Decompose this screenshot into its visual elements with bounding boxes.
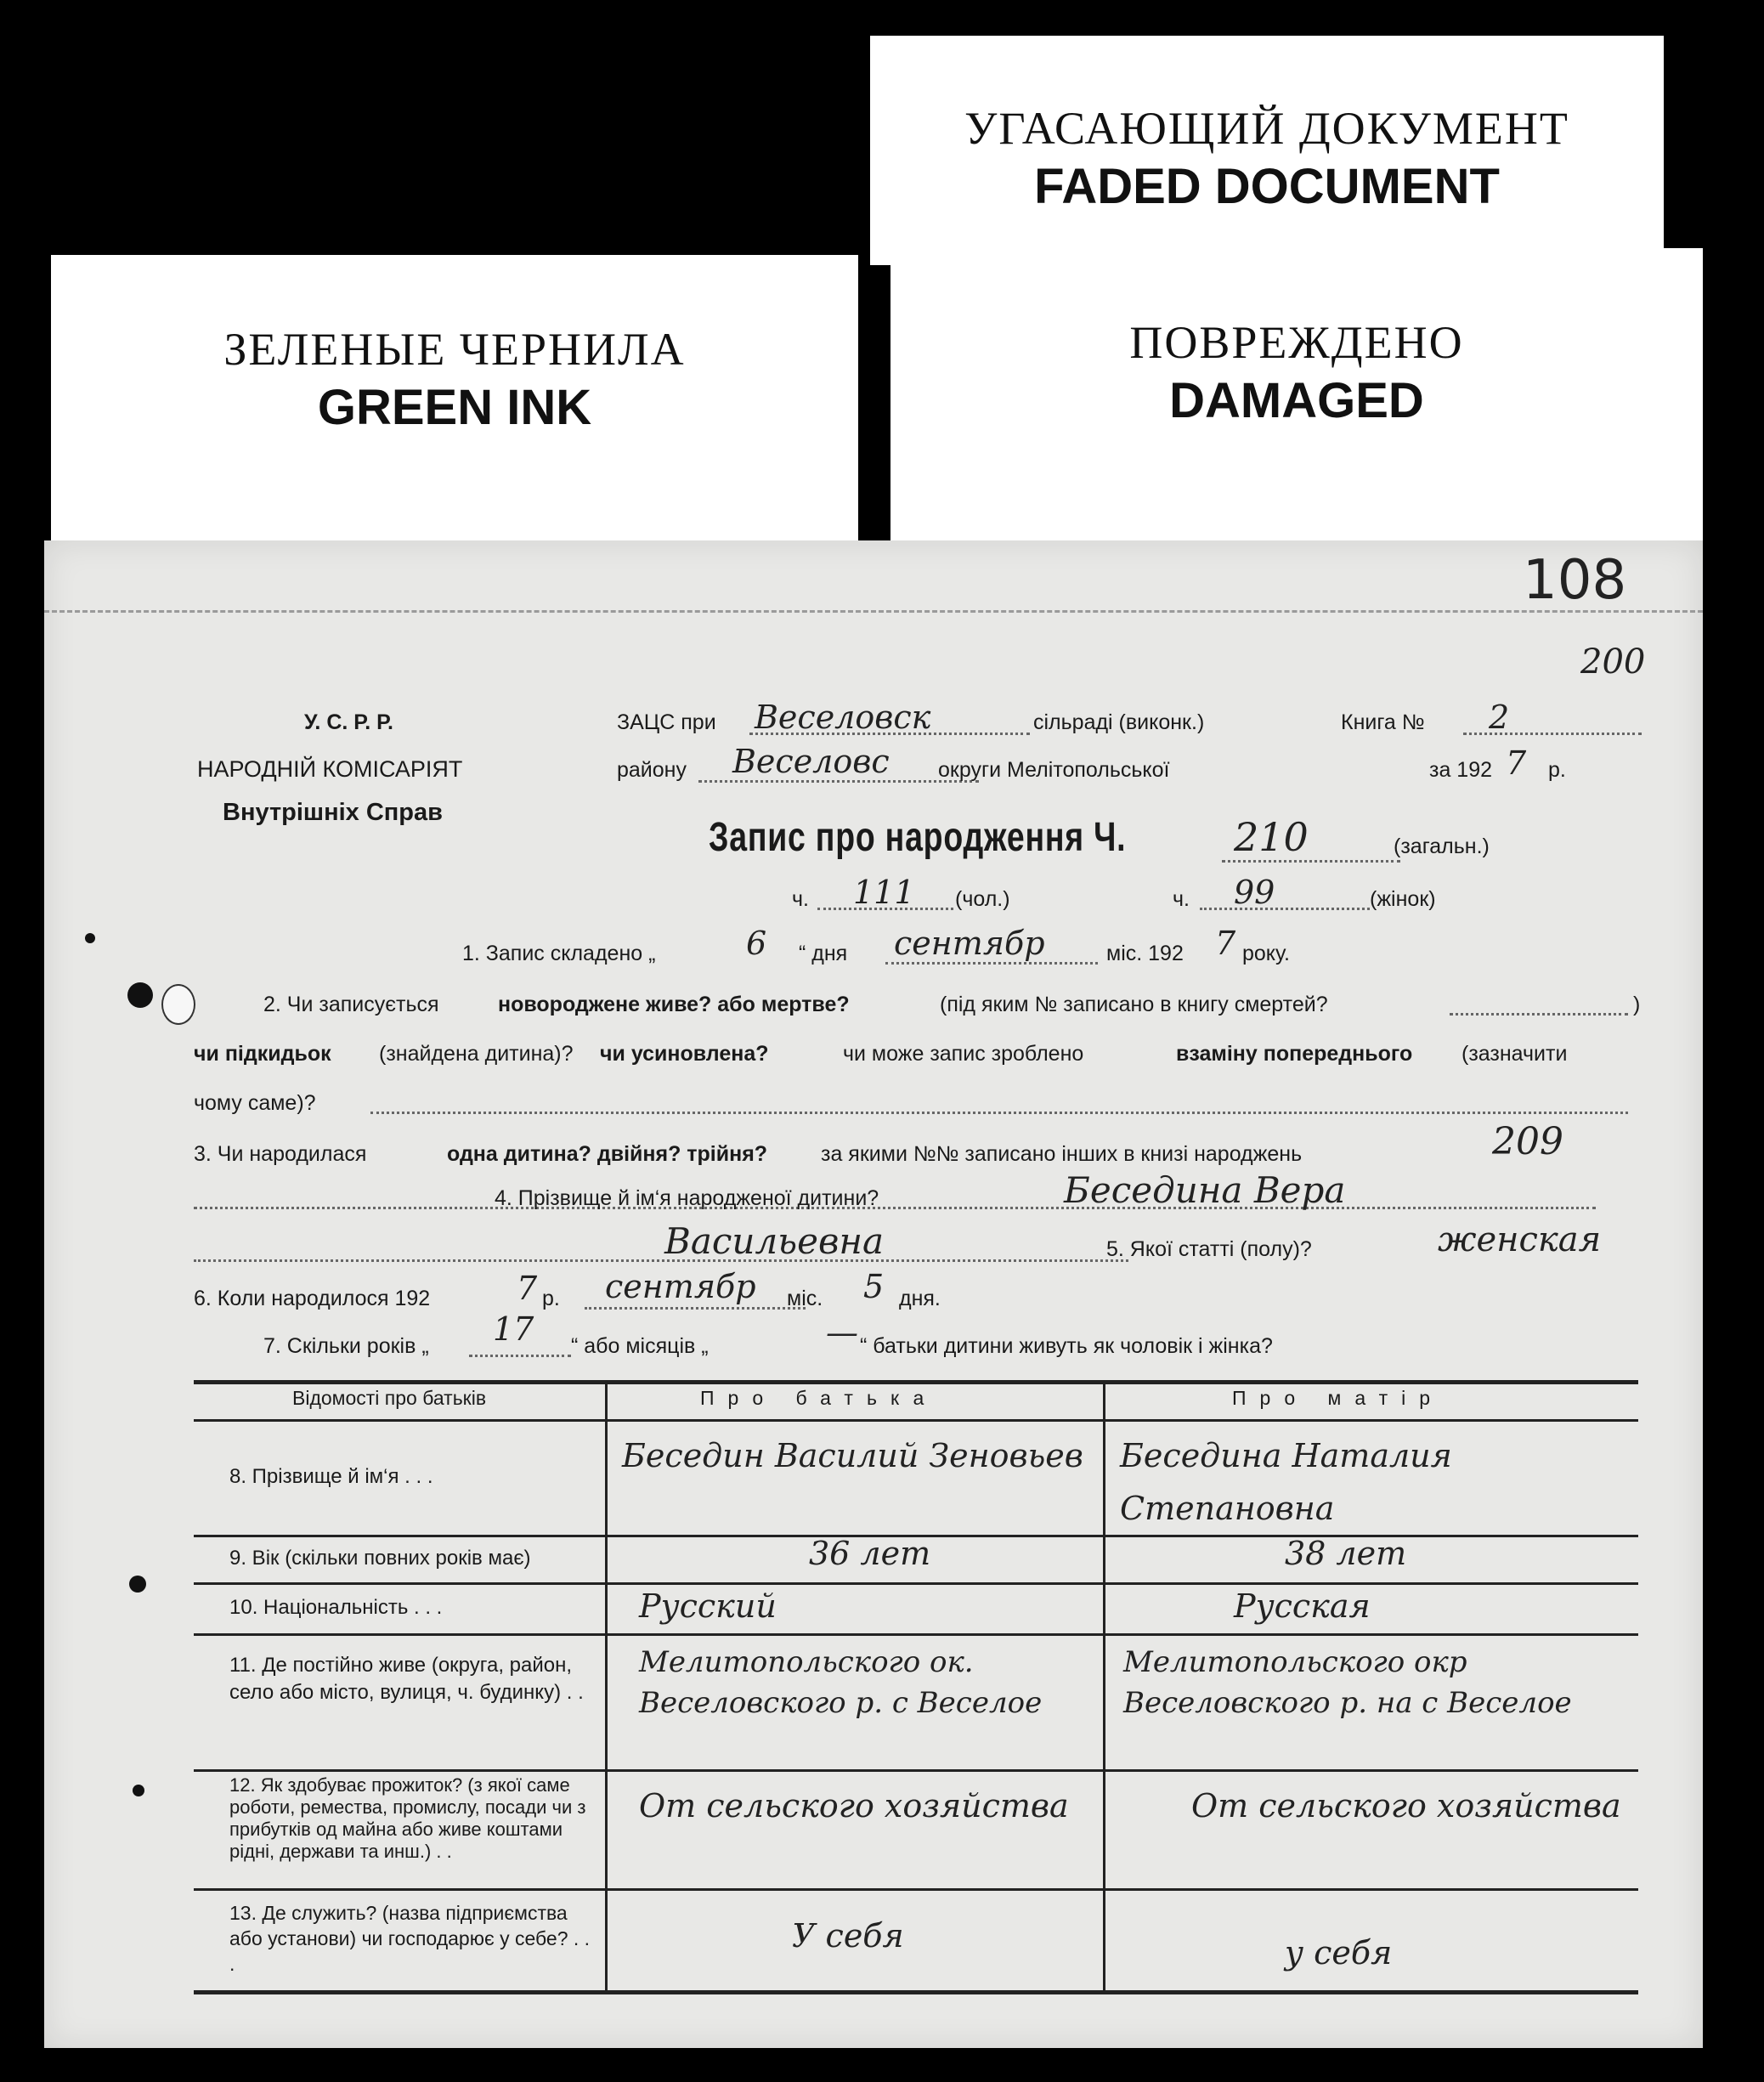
table-divider-2 <box>1103 1380 1105 1992</box>
row-13-mother: у себя <box>1285 1934 1393 1972</box>
row-13-father: У себя <box>792 1917 904 1955</box>
faded-card-en: FADED DOCUMENT <box>1034 159 1500 214</box>
green-card-en: GREEN INK <box>317 380 592 435</box>
chol-value: 111 <box>853 874 915 911</box>
q2-line2-b: (знайдена дитина)? <box>379 1042 574 1066</box>
zacs-dots <box>749 733 1030 735</box>
perforation-line <box>44 610 1703 613</box>
commissariat-label: НАРОДНІЙ КОМІСАРІЯТ <box>197 756 463 782</box>
chol-dots <box>817 908 953 910</box>
row-8-label: 8. Прізвище й ім‘я . . . <box>229 1465 433 1488</box>
row-sep-12 <box>194 1888 1638 1891</box>
rayonu-value: Веселовс <box>732 743 890 780</box>
row-12-label: 12. Як здобуває прожиток? (з якої саме роботи, ремества, промислу, посади чи з прибутків од майна або живе коштами рідні, держави та инш.) . . <box>229 1774 586 1862</box>
rayonu-dots <box>698 780 979 783</box>
q3-c: за якими №№ записано інших в книзі народжень <box>821 1142 1303 1166</box>
q2-line1-a: 2. Чи записується <box>263 993 439 1016</box>
punch-hole <box>163 986 194 1023</box>
q7-label: 7. Скільки років „ <box>263 1334 429 1358</box>
row-10-father: Русский <box>639 1587 777 1625</box>
q1-day: 6 <box>746 925 767 962</box>
q2-line1-dots <box>1450 1013 1628 1016</box>
internal-affairs-label: Внутрішніх Справ <box>223 799 443 826</box>
table-header-border <box>194 1419 1638 1422</box>
ink-spot <box>85 933 95 943</box>
q6-r: р. <box>542 1287 560 1310</box>
year-suffix: р. <box>1548 758 1566 782</box>
row-10-label: 10. Національність . . . <box>229 1596 443 1619</box>
q4-dots <box>194 1259 1128 1262</box>
silradi-label: сільраді (виконк.) <box>1033 710 1205 734</box>
row-11-mother: Мелитопольского окр Веселовского р. на с Веселое <box>1123 1645 1572 1720</box>
q4-label: 4. Прізвище й ім‘я народженої дитини? <box>495 1186 879 1210</box>
ink-spot <box>133 1785 144 1796</box>
zhinok-prefix: ч. <box>1173 887 1190 911</box>
zhinok-dots <box>1200 908 1370 910</box>
q1-month-dots <box>885 962 1098 965</box>
green-ink-card <box>51 255 858 561</box>
q2-line2-c: чи усиновлена? <box>600 1042 769 1066</box>
q3-value: 209 <box>1492 1120 1563 1163</box>
row-9-mother: 38 лет <box>1285 1535 1407 1572</box>
zacs-value: Веселовск <box>755 699 931 736</box>
q3-a: 3. Чи народилася <box>194 1142 367 1166</box>
q6-day: 5 <box>863 1268 885 1305</box>
zhinok-label: (жінок) <box>1370 887 1436 911</box>
table-bottom-border <box>194 1990 1638 1994</box>
row-9-label: 9. Вік (скільки повних років має) <box>229 1547 531 1570</box>
year-value: 7 <box>1506 744 1527 782</box>
q4-value1: Беседина Вера <box>1064 1169 1346 1211</box>
table-header-info: Відомості про батьків <box>292 1387 487 1409</box>
year-label: за 192 <box>1429 758 1493 782</box>
q7-years: 17 <box>493 1310 534 1348</box>
ussr-label: У. С. Р. Р. <box>304 710 393 734</box>
damaged-card-ru: ПОВРЕЖДЕНО <box>1129 317 1464 368</box>
q6-month: сентябр <box>605 1268 756 1305</box>
table-header-father: Про батька <box>700 1387 938 1409</box>
row-9-father: 36 лет <box>809 1535 931 1572</box>
q3-dots <box>194 1207 1596 1209</box>
q2-line1-b: новороджене живе? або мертве? <box>498 993 850 1016</box>
row-8-mother: Беседина Наталия Степановна <box>1120 1437 1452 1527</box>
q2-line3-dots <box>370 1112 1628 1114</box>
q4-value2: Васильевна <box>664 1220 885 1262</box>
row-sep-9 <box>194 1582 1638 1585</box>
q1-mis: міс. 192 <box>1106 942 1184 965</box>
damaged-card-en: DAMAGED <box>1169 373 1424 428</box>
kniga-value: 2 <box>1489 699 1510 736</box>
okrugy-label: округи Мелітопольської <box>938 758 1170 782</box>
green-card-ru: ЗЕЛЕНЫЕ ЧЕРНИЛА <box>223 324 686 375</box>
q7-months: — <box>826 1314 858 1351</box>
q1-month: сентябр <box>894 925 1045 962</box>
zagal-label: (загальн.) <box>1394 834 1490 858</box>
row-12-mother: От сельского хозяйства <box>1191 1787 1621 1825</box>
row-11-father: Мелитопольского ок. Веселовского р. с Веселое <box>639 1645 1043 1720</box>
page-number-top: 108 <box>1523 549 1627 612</box>
q2-line2-a: чи підкидьок <box>194 1042 331 1066</box>
q1-year: 7 <box>1215 925 1236 962</box>
q6-year: 7 <box>517 1270 538 1307</box>
q2-line3: чому саме)? <box>194 1091 316 1115</box>
kniga-label: Книга № <box>1341 710 1425 734</box>
ink-spot <box>127 982 153 1008</box>
q5-value: женская <box>1438 1220 1602 1259</box>
q7-years-dots <box>469 1355 571 1357</box>
birth-record-form <box>44 540 1703 2048</box>
q2-line2-d: чи може запис зроблено <box>843 1042 1084 1066</box>
q1-end: року. <box>1242 942 1290 965</box>
row-12-father: От сельского хозяйства <box>639 1787 1069 1825</box>
kniga-dots <box>1463 733 1642 735</box>
row-13-label: 13. Де служить? (назва підприємства або установи) чи господарює у себе? . . . <box>229 1902 591 1975</box>
q7-mid: “ або місяців „ <box>571 1334 709 1358</box>
q6-mis: міс. <box>787 1287 823 1310</box>
q7-end: “ батьки дитини живуть як чоловік і жінка? <box>860 1334 1273 1358</box>
row-sep-11 <box>194 1769 1638 1772</box>
q2-line1-c: (під яким № записано в книгу смертей? <box>940 993 1328 1016</box>
table-divider-1 <box>605 1380 608 1992</box>
q6-dnya: дня. <box>899 1287 941 1310</box>
q5-label: 5. Якої статті (полу)? <box>1106 1237 1312 1261</box>
q3-b: одна дитина? двійня? трійня? <box>447 1142 768 1166</box>
table-header-mother: Про матір <box>1232 1387 1445 1409</box>
q2-line2-e: взаміну попереднього <box>1176 1042 1413 1066</box>
page-number-bottom: 200 <box>1580 642 1646 682</box>
damaged-card <box>890 248 1703 554</box>
q1-mid: “ дня <box>799 942 848 965</box>
table-top-border <box>194 1380 1638 1384</box>
zhinok-value: 99 <box>1234 874 1275 911</box>
ink-spot <box>129 1576 146 1593</box>
q2-line1-d: ) <box>1633 993 1641 1016</box>
chol-label: (чол.) <box>955 887 1010 911</box>
record-number-dots <box>1222 860 1400 863</box>
chol-prefix: ч. <box>792 887 809 911</box>
rayonu-label: району <box>617 758 687 782</box>
row-10-mother: Русская <box>1234 1587 1371 1625</box>
q1-label: 1. Запис складено „ <box>462 942 656 965</box>
zacs-label: ЗАЦС при <box>617 710 716 734</box>
row-sep-10 <box>194 1633 1638 1636</box>
q2-line2-f: (зазначити <box>1462 1042 1568 1066</box>
faded-card-ru: УГАСАЮЩИЙ ДОКУМЕНТ <box>964 103 1569 154</box>
record-title: Запис про народження Ч. <box>709 815 1127 860</box>
q6-month-dots <box>585 1307 806 1310</box>
q6-label: 6. Коли народилося 192 <box>194 1287 431 1310</box>
faded-document-card <box>870 36 1664 265</box>
record-number: 210 <box>1234 814 1309 860</box>
row-8-father: Беседин Василий Зеновьев <box>622 1437 1083 1474</box>
row-11-label: 11. Де постійно живе (округа, район, село або місто, вулиця, ч. будинку) . . <box>229 1654 584 1704</box>
